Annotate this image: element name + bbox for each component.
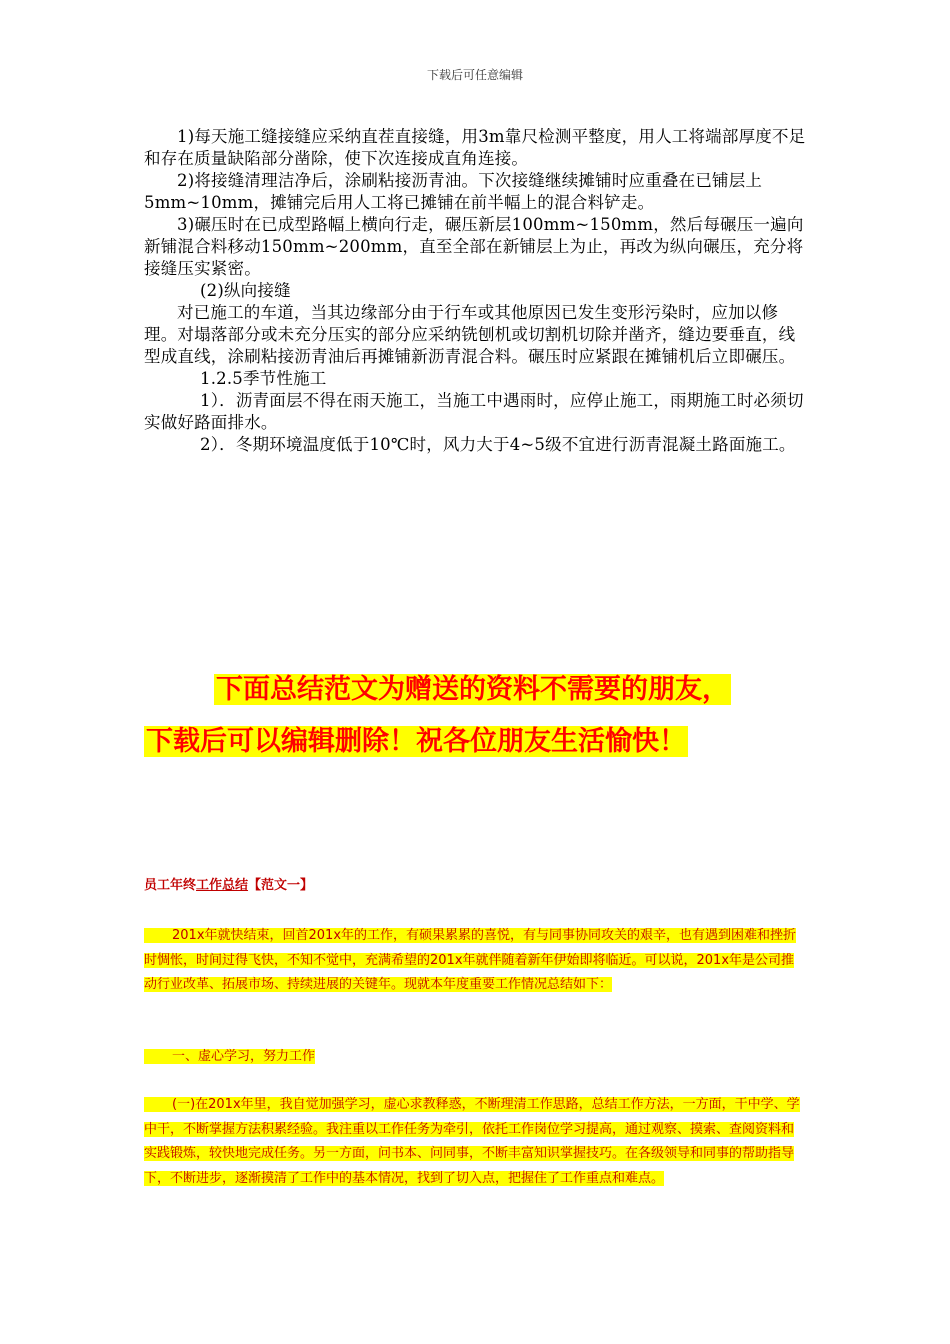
gift-note-line1: 下面总结范文为赠送的资料不需要的朋友， (216, 674, 729, 705)
sample-title (144, 874, 804, 899)
paragraph: 3)碾压时在已成型路幅上横向行走，碾压新层100mm~150mm，然后每碾压一遍向新铺混合料移动150mm~200mm，直至全部在新铺层上为止，再改为纵向碾压，充分将接缝压实紧密。 (144, 215, 804, 278)
paragraph: 对已施工的车道，当其边缘部分由于行车或其他原因已发生变形污染时，应加以修理。对塌落部分或未充分压实的部分应采纳铣刨机或切割机切除并凿齐，缝边要垂直，线型成直线，涂刷粘接沥青油后再摊铺新沥青混合料。碾压时应紧跟在摊铺机后立即碾压。 (144, 303, 796, 366)
sample-paragraph-1-text: 201x年就快结束，回首201x年的工作，有硕果累累的喜悦，有与同事协同攻关的艰辛，也有遇到困难和挫折时惆怅，时间过得飞快，不知不觉中，充满希望的201x年就伴随着新年伊始即将临近。可以说，201x年是公司推动行业改革、拓展市场、持续进展的关键年。现就本年度重要工作情况总结如下： (144, 928, 797, 992)
sample-paragraph-1 (144, 924, 804, 998)
sample-paragraph-2 (144, 1093, 804, 1191)
gift-note-line2: 下载后可以编辑删除！祝各位朋友生活愉快！ (146, 726, 686, 757)
paragraph: 2)将接缝清理洁净后，涂刷粘接沥青油。下次接缝继续摊铺时应重叠在已铺层上5mm~10mm，摊铺完后用人工将已摊铺在前半幅上的混合料铲走。 (144, 171, 763, 212)
sample-title-link[interactable]: 工作总结 (196, 878, 249, 893)
section-heading: 1.2.5季节性施工 (200, 369, 327, 388)
sample-title-prefix: 员工年终 (144, 878, 197, 893)
page-header: 下载后可任意编辑 (426, 68, 523, 82)
section-heading: (2)纵向接缝 (200, 281, 291, 300)
paragraph: 1)每天施工缝接缝应采纳直茬直接缝，用3m靠尺检测平整度，用人工将端部厚度不足和存在质量缺陷部分凿除，使下次连接成直角连接。 (144, 127, 806, 168)
paragraph: 2）．冬期环境温度低于10℃时，风力大于4~5级不宜进行沥青混凝土路面施工。 (200, 435, 796, 454)
sample-heading-1 (144, 1045, 804, 1070)
sample-heading-1-text: 一、虚心学习，努力工作 (172, 1049, 316, 1064)
gift-note (144, 664, 784, 768)
paragraph: 1）．沥青面层不得在雨天施工，当施工中遇雨时，应停止施工，雨期施工时必须切实做好路面排水。 (144, 391, 804, 432)
sample-title-suffix: 【范文一】 (248, 878, 314, 893)
sample-paragraph-2-text: (一)在201x年里，我自觉加强学习，虚心求教释惑，不断理清工作思路，总结工作方法，一方面，干中学、学中干，不断掌握方法积累经验。我注重以工作任务为牵引，依托工作岗位学习提高，通过观察、摸索、查阅资料和实践锻炼，较快地完成任务。另一方面，问书本、问同事，不断丰富知识掌握技巧。在各级领导和同事的帮助指导下，不断进步，逐渐摸清了工作中的基本情况，找到了切入点，把握住了工作重点和难点。 (144, 1097, 800, 1186)
body-text (144, 126, 809, 456)
